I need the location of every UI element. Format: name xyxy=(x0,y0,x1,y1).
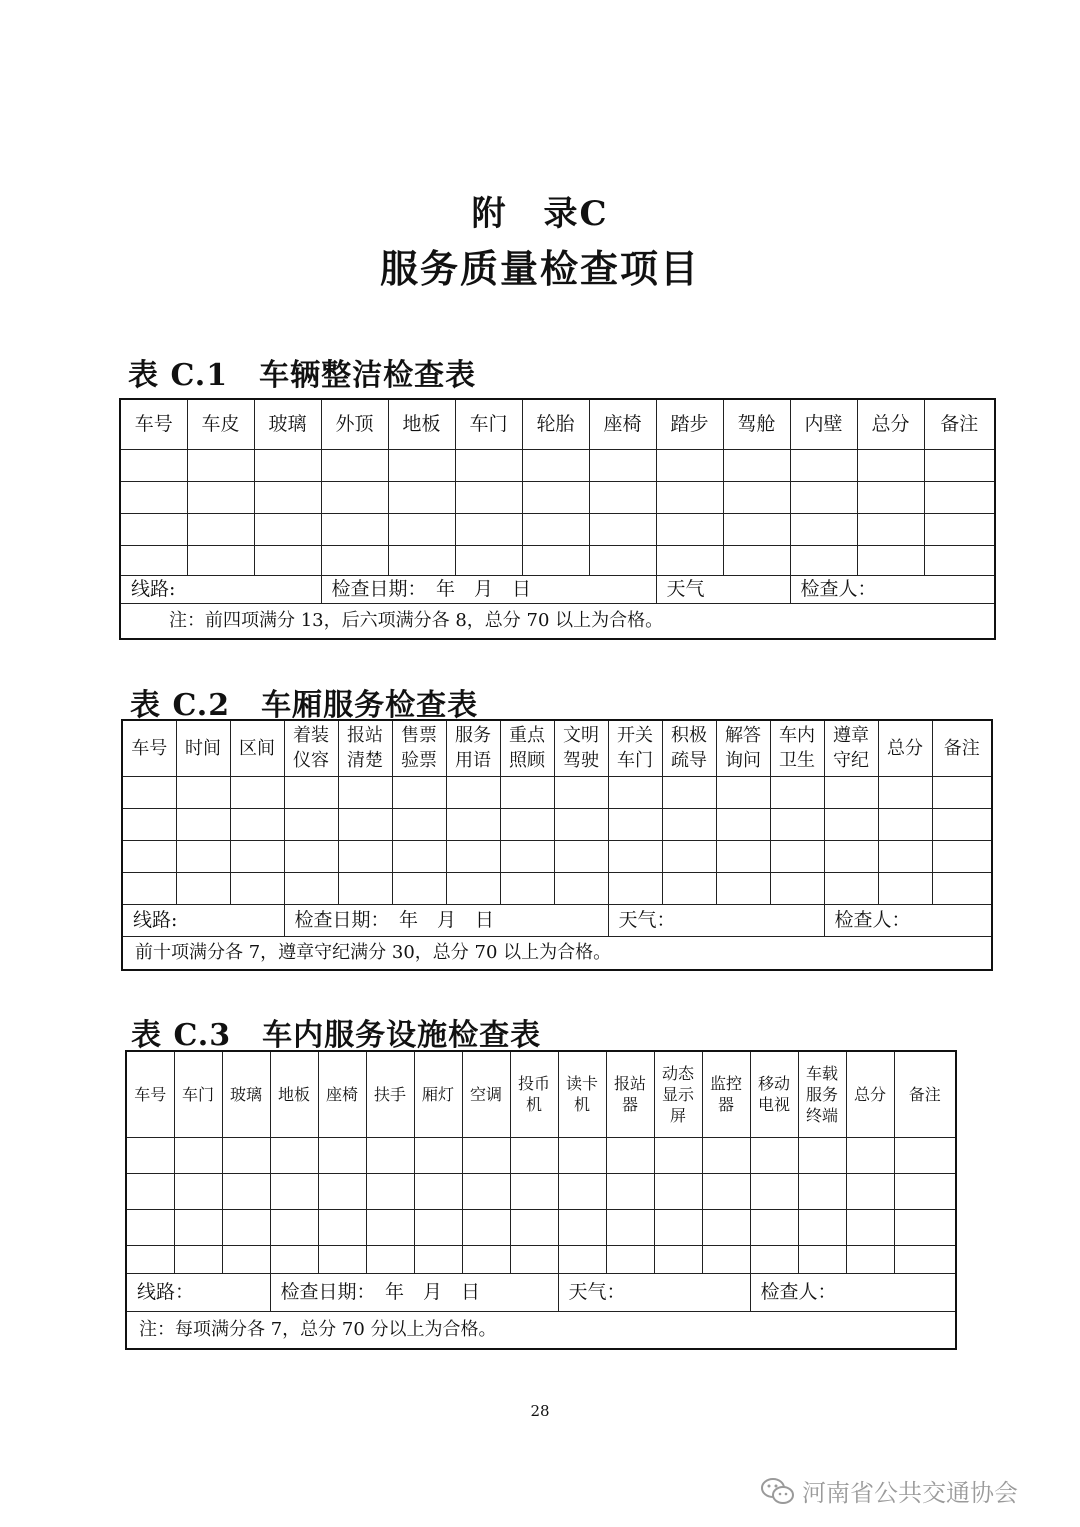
table-c2-header-cell: 车号 xyxy=(122,720,176,776)
empty-cell xyxy=(455,545,522,575)
table-c1-header-cell: 车门 xyxy=(455,399,522,449)
empty-cell xyxy=(606,1137,654,1173)
empty-cell xyxy=(462,1137,510,1173)
empty-cell xyxy=(174,1209,222,1245)
table-c2-header-cell: 时间 xyxy=(176,720,230,776)
empty-cell xyxy=(846,1209,894,1245)
empty-cell xyxy=(222,1173,270,1209)
empty-cell xyxy=(554,776,608,808)
table-row xyxy=(122,776,992,808)
empty-cell xyxy=(338,840,392,872)
empty-cell xyxy=(446,808,500,840)
table-c2-header-cell: 开关 车门 xyxy=(608,720,662,776)
empty-cell xyxy=(392,776,446,808)
table-c2-header-cell: 备注 xyxy=(932,720,992,776)
empty-cell xyxy=(750,1209,798,1245)
weather-field: 天气： xyxy=(608,904,824,936)
inspector-field: 检查人： xyxy=(790,575,995,603)
empty-cell xyxy=(924,513,995,545)
empty-cell xyxy=(558,1209,606,1245)
empty-cell xyxy=(894,1209,956,1245)
empty-cell xyxy=(790,481,857,513)
empty-cell xyxy=(222,1209,270,1245)
empty-cell xyxy=(230,808,284,840)
empty-cell xyxy=(321,513,388,545)
empty-cell xyxy=(770,808,824,840)
empty-cell xyxy=(662,840,716,872)
table-row xyxy=(120,481,995,513)
empty-cell xyxy=(846,1245,894,1273)
empty-cell xyxy=(878,808,932,840)
table-c2-header-cell: 车内 卫生 xyxy=(770,720,824,776)
table-c3 xyxy=(125,1050,957,1350)
empty-cell xyxy=(924,481,995,513)
table-row xyxy=(126,1137,956,1173)
empty-cell xyxy=(392,872,446,904)
empty-cell xyxy=(558,1173,606,1209)
empty-cell xyxy=(321,545,388,575)
empty-cell xyxy=(857,449,924,481)
wechat-icon xyxy=(760,1476,796,1506)
table-c2-header-row xyxy=(122,720,992,776)
empty-cell xyxy=(126,1245,174,1273)
table-c1 xyxy=(119,398,996,640)
page-number: 28 xyxy=(530,1402,550,1420)
weather-field: 天气 xyxy=(656,575,790,603)
table-c3-header-cell: 地板 xyxy=(270,1051,318,1137)
empty-cell xyxy=(702,1209,750,1245)
table-c3-header-cell: 空调 xyxy=(462,1051,510,1137)
date-field: 检查日期： 年 月 日 xyxy=(284,904,608,936)
empty-cell xyxy=(388,481,455,513)
table-c3-header-row xyxy=(126,1051,956,1137)
empty-cell xyxy=(187,545,254,575)
empty-cell xyxy=(366,1173,414,1209)
table-c3-header-cell: 车号 xyxy=(126,1051,174,1137)
empty-cell xyxy=(716,808,770,840)
empty-cell xyxy=(606,1245,654,1273)
empty-cell xyxy=(723,449,790,481)
table-c3-caption: 表 C.3 车内服务设施检查表 xyxy=(131,1018,542,1053)
empty-cell xyxy=(187,481,254,513)
table-c2 xyxy=(121,719,993,971)
empty-cell xyxy=(366,1245,414,1273)
empty-cell xyxy=(798,1209,846,1245)
table-c1-header-cell: 轮胎 xyxy=(522,399,589,449)
empty-cell xyxy=(284,840,338,872)
empty-cell xyxy=(446,840,500,872)
table-row xyxy=(126,1173,956,1209)
empty-cell xyxy=(846,1173,894,1209)
empty-cell xyxy=(284,872,338,904)
empty-cell xyxy=(414,1209,462,1245)
empty-cell xyxy=(254,481,321,513)
table-c3-note-row xyxy=(126,1311,956,1349)
empty-cell xyxy=(338,776,392,808)
empty-cell xyxy=(608,840,662,872)
table-c1-note-row xyxy=(120,603,995,639)
empty-cell xyxy=(790,545,857,575)
table-row xyxy=(126,1209,956,1245)
empty-cell xyxy=(554,808,608,840)
empty-cell xyxy=(366,1209,414,1245)
table-c3-header-cell: 座椅 xyxy=(318,1051,366,1137)
table-c3-header-cell: 总分 xyxy=(846,1051,894,1137)
empty-cell xyxy=(230,776,284,808)
empty-cell xyxy=(798,1245,846,1273)
empty-cell xyxy=(654,1209,702,1245)
empty-cell xyxy=(522,545,589,575)
empty-cell xyxy=(606,1173,654,1209)
table-c3-header-cell: 动态 显示 屏 xyxy=(654,1051,702,1137)
empty-cell xyxy=(554,872,608,904)
route-field: 线路： xyxy=(126,1273,270,1311)
table-c2-header-cell: 服务 用语 xyxy=(446,720,500,776)
empty-cell xyxy=(176,872,230,904)
empty-cell xyxy=(702,1173,750,1209)
empty-cell xyxy=(932,776,992,808)
empty-cell xyxy=(254,449,321,481)
empty-cell xyxy=(366,1137,414,1173)
appendix-title: 服务质量检查项目 xyxy=(379,246,700,291)
empty-cell xyxy=(446,776,500,808)
empty-cell xyxy=(878,840,932,872)
table-c3-header-cell: 投币 机 xyxy=(510,1051,558,1137)
table-c1-header-cell: 地板 xyxy=(388,399,455,449)
table-c2-caption: 表 C.2 车厢服务检查表 xyxy=(130,688,479,723)
empty-cell xyxy=(932,872,992,904)
inspector-field: 检查人： xyxy=(824,904,992,936)
table-c3-header-cell: 备注 xyxy=(894,1051,956,1137)
table-c3-header-cell: 车载 服务 终端 xyxy=(798,1051,846,1137)
empty-cell xyxy=(414,1173,462,1209)
table-c3-meta-row xyxy=(126,1273,956,1311)
empty-cell xyxy=(846,1137,894,1173)
empty-cell xyxy=(126,1209,174,1245)
empty-cell xyxy=(321,481,388,513)
empty-cell xyxy=(608,808,662,840)
empty-cell xyxy=(798,1137,846,1173)
table-c2-meta-row xyxy=(122,904,992,936)
empty-cell xyxy=(176,808,230,840)
empty-cell xyxy=(392,840,446,872)
empty-cell xyxy=(318,1245,366,1273)
empty-cell xyxy=(500,872,554,904)
table-row xyxy=(120,449,995,481)
table-c2-header-cell: 积极 疏导 xyxy=(662,720,716,776)
table-c2-header-cell: 着装 仪容 xyxy=(284,720,338,776)
empty-cell xyxy=(654,1137,702,1173)
empty-cell xyxy=(318,1173,366,1209)
empty-cell xyxy=(222,1137,270,1173)
empty-cell xyxy=(662,872,716,904)
table-c3-header-cell: 车门 xyxy=(174,1051,222,1137)
empty-cell xyxy=(318,1209,366,1245)
table-c1-header-cell: 踏步 xyxy=(656,399,723,449)
table-c2-note: 前十项满分各 7，遵章守纪满分 30，总分 70 以上为合格。 xyxy=(122,936,992,970)
table-row xyxy=(120,545,995,575)
empty-cell xyxy=(222,1245,270,1273)
empty-cell xyxy=(388,545,455,575)
table-c3-header-cell: 扶手 xyxy=(366,1051,414,1137)
date-field: 检查日期： 年 月 日 xyxy=(321,575,656,603)
table-row xyxy=(122,872,992,904)
empty-cell xyxy=(770,872,824,904)
empty-cell xyxy=(894,1173,956,1209)
empty-cell xyxy=(723,545,790,575)
empty-cell xyxy=(510,1245,558,1273)
empty-cell xyxy=(455,449,522,481)
empty-cell xyxy=(270,1137,318,1173)
empty-cell xyxy=(608,872,662,904)
empty-cell xyxy=(554,840,608,872)
empty-cell xyxy=(455,513,522,545)
empty-cell xyxy=(120,513,187,545)
table-c3-header-cell: 报站 器 xyxy=(606,1051,654,1137)
table-c2-header-cell: 售票 验票 xyxy=(392,720,446,776)
table-row xyxy=(122,840,992,872)
empty-cell xyxy=(716,776,770,808)
empty-cell xyxy=(388,513,455,545)
empty-cell xyxy=(656,449,723,481)
table-c2-header-cell: 重点 照顾 xyxy=(500,720,554,776)
empty-cell xyxy=(187,449,254,481)
table-c2-header-cell: 遵章 守纪 xyxy=(824,720,878,776)
empty-cell xyxy=(318,1137,366,1173)
empty-cell xyxy=(120,481,187,513)
empty-cell xyxy=(510,1137,558,1173)
empty-cell xyxy=(510,1173,558,1209)
empty-cell xyxy=(388,449,455,481)
table-c2-header-cell: 文明 驾驶 xyxy=(554,720,608,776)
empty-cell xyxy=(462,1173,510,1209)
empty-cell xyxy=(723,481,790,513)
table-row xyxy=(126,1245,956,1273)
empty-cell xyxy=(770,776,824,808)
watermark-text: 河南省公共交通协会 xyxy=(802,1479,1018,1507)
empty-cell xyxy=(462,1245,510,1273)
empty-cell xyxy=(446,872,500,904)
empty-cell xyxy=(824,840,878,872)
table-c2-header-cell: 报站 清楚 xyxy=(338,720,392,776)
empty-cell xyxy=(702,1137,750,1173)
inspector-field: 检查人： xyxy=(750,1273,956,1311)
empty-cell xyxy=(589,513,656,545)
empty-cell xyxy=(894,1137,956,1173)
empty-cell xyxy=(254,513,321,545)
empty-cell xyxy=(270,1173,318,1209)
empty-cell xyxy=(462,1209,510,1245)
weather-field: 天气： xyxy=(558,1273,750,1311)
empty-cell xyxy=(790,449,857,481)
table-c1-header-cell: 备注 xyxy=(924,399,995,449)
empty-cell xyxy=(608,776,662,808)
empty-cell xyxy=(857,513,924,545)
empty-cell xyxy=(932,840,992,872)
table-c2-header-cell: 总分 xyxy=(878,720,932,776)
empty-cell xyxy=(654,1245,702,1273)
empty-cell xyxy=(500,840,554,872)
empty-cell xyxy=(126,1137,174,1173)
empty-cell xyxy=(270,1209,318,1245)
empty-cell xyxy=(230,840,284,872)
empty-cell xyxy=(122,808,176,840)
table-c1-header-cell: 车号 xyxy=(120,399,187,449)
empty-cell xyxy=(857,481,924,513)
empty-cell xyxy=(924,545,995,575)
table-c3-header-cell: 读卡 机 xyxy=(558,1051,606,1137)
empty-cell xyxy=(230,872,284,904)
empty-cell xyxy=(878,776,932,808)
empty-cell xyxy=(662,808,716,840)
empty-cell xyxy=(662,776,716,808)
empty-cell xyxy=(716,840,770,872)
table-c1-note: 注：前四项满分 13，后六项满分各 8，总分 70 以上为合格。 xyxy=(120,603,995,639)
table-c1-header-cell: 座椅 xyxy=(589,399,656,449)
empty-cell xyxy=(522,481,589,513)
empty-cell xyxy=(120,545,187,575)
table-c1-header-cell: 车皮 xyxy=(187,399,254,449)
table-c1-header-cell: 玻璃 xyxy=(254,399,321,449)
empty-cell xyxy=(126,1173,174,1209)
table-c2-note-row xyxy=(122,936,992,970)
empty-cell xyxy=(122,872,176,904)
watermark xyxy=(760,1473,1018,1508)
empty-cell xyxy=(824,808,878,840)
empty-cell xyxy=(750,1173,798,1209)
table-c1-meta-row xyxy=(120,575,995,603)
empty-cell xyxy=(500,776,554,808)
empty-cell xyxy=(589,545,656,575)
empty-cell xyxy=(414,1245,462,1273)
empty-cell xyxy=(924,449,995,481)
empty-cell xyxy=(270,1245,318,1273)
empty-cell xyxy=(500,808,554,840)
table-c3-header-cell: 玻璃 xyxy=(222,1051,270,1137)
empty-cell xyxy=(723,513,790,545)
date-field: 检查日期： 年 月 日 xyxy=(270,1273,558,1311)
table-row xyxy=(122,808,992,840)
table-c2-header-cell: 区间 xyxy=(230,720,284,776)
empty-cell xyxy=(654,1173,702,1209)
empty-cell xyxy=(790,513,857,545)
empty-cell xyxy=(770,840,824,872)
empty-cell xyxy=(894,1245,956,1273)
empty-cell xyxy=(656,513,723,545)
empty-cell xyxy=(338,872,392,904)
empty-cell xyxy=(174,1173,222,1209)
empty-cell xyxy=(522,513,589,545)
empty-cell xyxy=(750,1245,798,1273)
empty-cell xyxy=(702,1245,750,1273)
empty-cell xyxy=(176,776,230,808)
table-c1-header-cell: 驾舱 xyxy=(723,399,790,449)
table-c1-header-row xyxy=(120,399,995,449)
empty-cell xyxy=(284,776,338,808)
empty-cell xyxy=(589,481,656,513)
empty-cell xyxy=(455,481,522,513)
empty-cell xyxy=(321,449,388,481)
table-c1-header-cell: 外顶 xyxy=(321,399,388,449)
empty-cell xyxy=(120,449,187,481)
empty-cell xyxy=(392,808,446,840)
empty-cell xyxy=(656,481,723,513)
empty-cell xyxy=(174,1245,222,1273)
empty-cell xyxy=(798,1173,846,1209)
empty-cell xyxy=(558,1245,606,1273)
empty-cell xyxy=(338,808,392,840)
empty-cell xyxy=(932,808,992,840)
table-c3-header-cell: 移动 电视 xyxy=(750,1051,798,1137)
empty-cell xyxy=(187,513,254,545)
empty-cell xyxy=(716,872,770,904)
empty-cell xyxy=(824,872,878,904)
empty-cell xyxy=(122,776,176,808)
empty-cell xyxy=(589,449,656,481)
table-c3-header-cell: 厢灯 xyxy=(414,1051,462,1137)
empty-cell xyxy=(522,449,589,481)
empty-cell xyxy=(878,872,932,904)
route-field: 线路: xyxy=(122,904,284,936)
table-c1-header-cell: 总分 xyxy=(857,399,924,449)
empty-cell xyxy=(122,840,176,872)
empty-cell xyxy=(254,545,321,575)
route-field: 线路: xyxy=(120,575,321,603)
empty-cell xyxy=(558,1137,606,1173)
table-c3-note: 注：每项满分各 7，总分 70 分以上为合格。 xyxy=(126,1311,956,1349)
empty-cell xyxy=(857,545,924,575)
table-c1-caption: 表 C.1 车辆整洁检查表 xyxy=(128,358,477,393)
empty-cell xyxy=(510,1209,558,1245)
table-row xyxy=(120,513,995,545)
empty-cell xyxy=(284,808,338,840)
table-c1-header-cell: 内壁 xyxy=(790,399,857,449)
empty-cell xyxy=(606,1209,654,1245)
table-c2-header-cell: 解答 询问 xyxy=(716,720,770,776)
empty-cell xyxy=(656,545,723,575)
empty-cell xyxy=(750,1137,798,1173)
empty-cell xyxy=(824,776,878,808)
appendix-label: 附 录C xyxy=(471,194,609,234)
empty-cell xyxy=(174,1137,222,1173)
table-c3-header-cell: 监控 器 xyxy=(702,1051,750,1137)
empty-cell xyxy=(414,1137,462,1173)
empty-cell xyxy=(176,840,230,872)
